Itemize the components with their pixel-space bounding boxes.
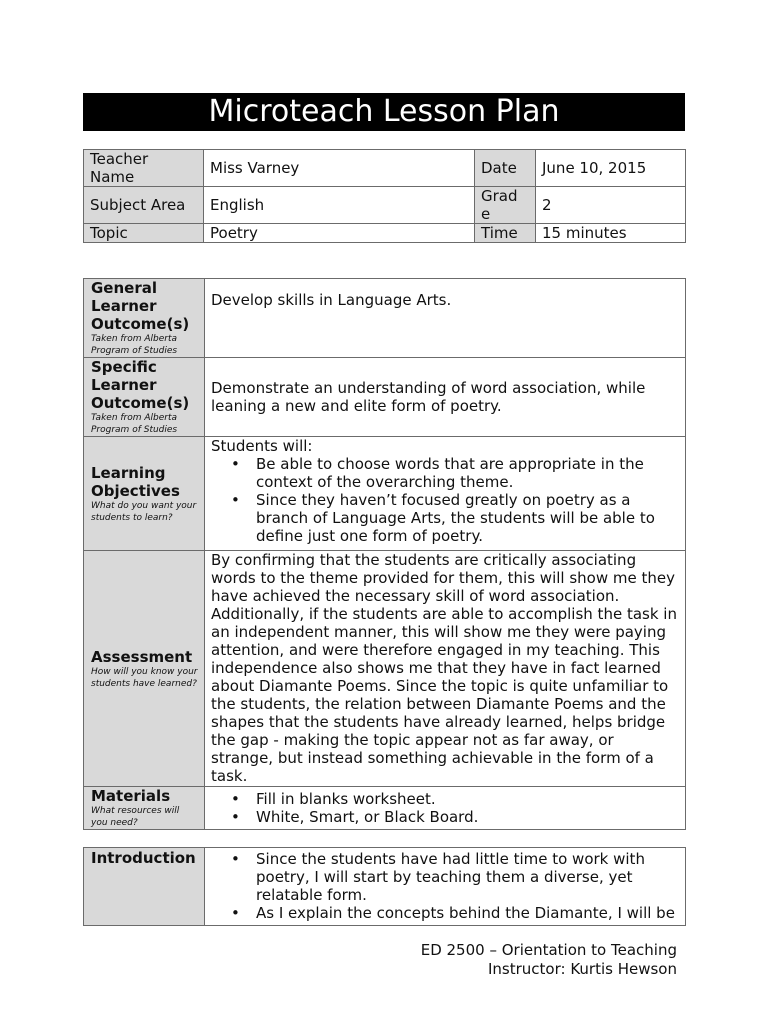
- objectives-row: [84, 437, 686, 551]
- date-label: Date: [475, 150, 536, 187]
- list-item: • Since the students have had little time to work with poetry, I will start by teaching them a diverse, yet relatable form.: [211, 850, 679, 904]
- glo-value: Develop skills in Language Arts.: [205, 279, 686, 358]
- slo-value: Demonstrate an understanding of word association, while leaning a new and elite form of poetry.: [205, 358, 686, 437]
- introduction-label: Introduction: [91, 849, 196, 867]
- page-title: Microteach Lesson Plan: [83, 93, 685, 131]
- glo-label: General Learner Outcome(s): [91, 279, 190, 333]
- materials-label-cell: [84, 787, 205, 830]
- introduction-list: [211, 850, 679, 922]
- page-footer: [421, 941, 677, 979]
- materials-sublabel: What resources will you need?: [91, 806, 180, 828]
- date-value: June 10, 2015: [536, 150, 686, 187]
- glo-label-cell: [84, 279, 205, 358]
- materials-value: [205, 787, 686, 830]
- assessment-row: [84, 551, 686, 787]
- slo-sublabel: Taken from Alberta Program of Studies: [91, 413, 178, 435]
- materials-row: [84, 787, 686, 830]
- introduction-table: [83, 847, 686, 926]
- objectives-label: Learning Objectives: [91, 463, 180, 500]
- objectives-value: [205, 437, 686, 551]
- time-label: Time: [475, 224, 536, 243]
- list-item: • Fill in blanks worksheet.: [211, 790, 679, 808]
- objectives-label-cell: [84, 437, 205, 551]
- time-value: 15 minutes: [536, 224, 686, 243]
- subject-area-value: English: [204, 187, 475, 224]
- introduction-value: [205, 848, 686, 926]
- list-item: • Since they haven’t focused greatly on poetry as a branch of Language Arts, the students will be able to define just one form of poetry.: [211, 491, 679, 545]
- assessment-sublabel: How will you know your students have learned?: [91, 666, 198, 689]
- grade-label: Grad e: [475, 187, 536, 224]
- objectives-sublabel: What do you want your students to learn?: [91, 500, 197, 523]
- assessment-label: Assessment: [91, 647, 193, 666]
- materials-list: [211, 790, 679, 826]
- topic-value: Poetry: [204, 224, 475, 243]
- teacher-name-label: Teacher Name: [84, 150, 204, 187]
- footer-instructor: Instructor: Kurtis Hewson: [487, 960, 677, 978]
- assessment-label-cell: [84, 551, 205, 787]
- slo-label: Specific Learner Outcome(s): [91, 358, 190, 412]
- teacher-name-value: Miss Varney: [204, 150, 475, 187]
- list-item: • White, Smart, or Black Board.: [211, 808, 679, 826]
- glo-row: [84, 279, 686, 358]
- lesson-info-table: [83, 149, 686, 243]
- glo-sublabel: Taken from Alberta Program of Studies: [91, 334, 178, 356]
- objectives-list: [211, 455, 679, 545]
- introduction-label-cell: [84, 848, 205, 926]
- lesson-plan-table: [83, 278, 686, 830]
- list-item: • Be able to choose words that are appropriate in the context of the overarching theme.: [211, 455, 679, 491]
- grade-value: 2: [536, 187, 686, 224]
- footer-course: ED 2500 – Orientation to Teaching: [420, 941, 677, 959]
- assessment-value: By confirming that the students are critically associating words to the theme provided for them, this will show me they have achieved the necessary skill of word association. Additionally, if the students are able to accomplish the task in an independent manner, this will show me they were paying attention, and were therefore engaged in my teaching. This independence also shows me that they have in fact learned about Diamante Poems. Since the topic is quite unfamiliar to the students, the relation between Diamante Poems and the shapes that the students have already learned, helps bridge the gap - making the topic appear not as far away, or strange, but instead something achievable in the form of a task.: [205, 551, 686, 787]
- objectives-intro: Students will:: [211, 437, 313, 455]
- materials-label: Materials: [91, 787, 171, 805]
- topic-label: Topic: [84, 224, 204, 243]
- slo-label-cell: [84, 358, 205, 437]
- slo-row: [84, 358, 686, 437]
- subject-area-label: Subject Area: [84, 187, 204, 224]
- introduction-row: [84, 848, 686, 926]
- list-item: • As I explain the concepts behind the Diamante, I will be: [211, 904, 679, 922]
